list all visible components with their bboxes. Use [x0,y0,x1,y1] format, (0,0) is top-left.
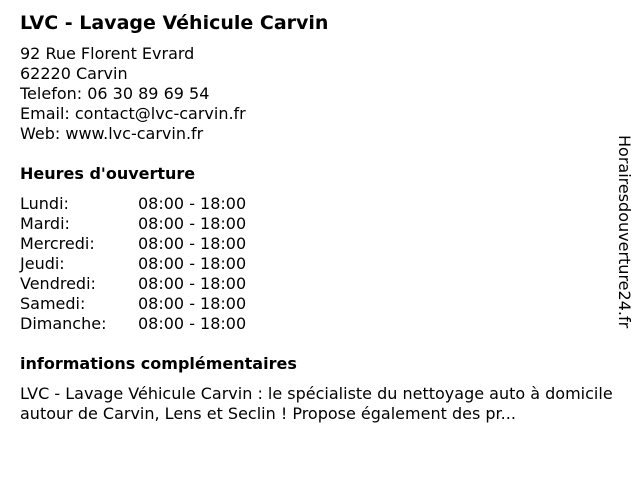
hours-heading: Heures d'ouverture [20,164,196,183]
day-label: Jeudi: [20,254,65,273]
city-postcode: 62220 Carvin [20,64,128,83]
hours-row-thursday [20,254,246,274]
phone-number: Telefon: 06 30 89 69 54 [20,84,210,103]
time-range: 08:00 - 18:00 [138,214,247,233]
website-url: Web: www.lvc-carvin.fr [20,124,204,143]
hours-row-friday [20,274,246,294]
hours-row-sunday [20,314,246,334]
time-range: 08:00 - 18:00 [138,294,247,313]
time-range: 08:00 - 18:00 [138,314,247,333]
time-range: 08:00 - 18:00 [138,254,247,273]
info-description: LVC - Lavage Véhicule Carvin : le spécialiste du nettoyage auto à domicile autour de Carvin, Lens et Seclin ! Propose également des pr... [20,384,613,423]
day-label: Mercredi: [20,234,95,253]
day-label: Samedi: [20,294,86,313]
time-range: 08:00 - 18:00 [138,194,247,213]
street-address: 92 Rue Florent Evrard [20,44,195,63]
email-address: Email: contact@lvc-carvin.fr [20,104,246,123]
day-label: Mardi: [20,214,70,233]
hours-row-wednesday [20,234,246,254]
day-label: Dimanche: [20,314,107,333]
site-watermark: Horairesdouverture24.fr [615,135,634,329]
hours-row-saturday [20,294,246,314]
day-label: Lundi: [20,194,69,213]
business-name: LVC - Lavage Véhicule Carvin [20,12,329,34]
info-heading: informations complémentaires [20,354,297,373]
time-range: 08:00 - 18:00 [138,274,247,293]
opening-hours-table [20,194,246,334]
hours-row-tuesday [20,214,246,234]
time-range: 08:00 - 18:00 [138,234,247,253]
contact-block [20,44,246,144]
day-label: Vendredi: [20,274,96,293]
hours-row-monday [20,194,246,214]
